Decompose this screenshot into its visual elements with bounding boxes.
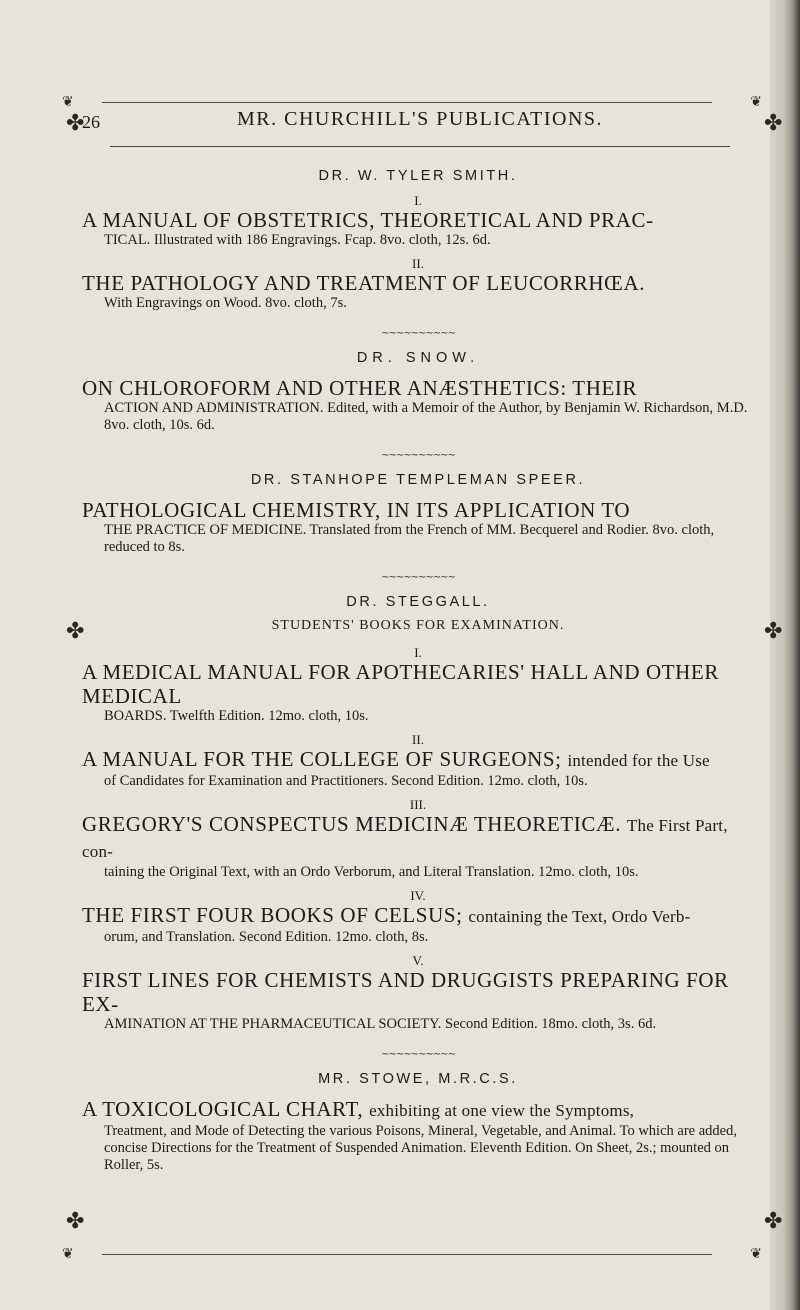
item-number: IV. (410, 888, 426, 903)
header-underline (110, 140, 750, 154)
section-subheading: STUDENTS' BOOKS FOR EXAMINATION. (271, 618, 565, 633)
left-margin-ornament-icon: ✤ (66, 1208, 85, 1233)
author-heading: MR. STOWE, M.R.C.S. (318, 1071, 518, 1087)
book-description: With Engravings on Wood. 8vo. cloth, 7s. (104, 295, 347, 311)
item-number: I. (414, 645, 422, 660)
left-margin-ornament-icon: ✤ (66, 110, 85, 135)
book-title-continuation: exhibiting at one view the Symptoms, (369, 1101, 635, 1120)
right-margin-ornament-icon: ✤ (764, 1208, 783, 1233)
item-number: V. (412, 953, 424, 968)
right-fleuron-icon: ❦ (750, 95, 762, 110)
book-title-continuation: The First Part, con- (82, 816, 728, 861)
author-section (82, 1071, 754, 1174)
book-title: A MANUAL OF OBSTETRICS, THEORETICAL AND PRAC- (82, 208, 654, 232)
page-edge-shadow (770, 0, 800, 1310)
section-divider: ∼∼∼∼∼∼∼∼∼∼ (381, 328, 455, 339)
book-description: THE PRACTICE OF MEDICINE. Translated from the French of MM. Becquerel and Rodier. 8vo. cloth, reduced to 8s. (104, 522, 715, 555)
book-description: ACTION AND ADMINISTRATION. Edited, with a Memoir of the Author, by Benjamin W. Richardson, M.D. 8vo. cloth, 10s. 6d. (104, 400, 748, 433)
book-description: orum, and Translation. Second Edition. 12mo. cloth, 8s. (104, 929, 429, 945)
book-title: ON CHLOROFORM AND OTHER ANÆSTHETICS: THEIR (82, 376, 638, 400)
section-divider: ∼∼∼∼∼∼∼∼∼∼ (381, 572, 455, 583)
right-fleuron-icon: ❦ (750, 1247, 762, 1262)
author-section (82, 472, 754, 556)
item-number: III. (409, 797, 427, 812)
book-description: taining the Original Text, with an Ordo Verborum, and Literal Translation. 12mo. cloth, 10s. (104, 864, 639, 880)
right-margin-ornament-icon: ✤ (764, 618, 783, 643)
left-fleuron-icon: ❦ (62, 95, 74, 110)
book-description: BOARDS. Twelfth Edition. 12mo. cloth, 10s. (104, 708, 369, 724)
book-description: Treatment, and Mode of Detecting the various Poisons, Mineral, Vegetable, and Animal. To which are added, concise Directions for the Treatment of Suspended Animation. Eleventh Edition. On Sheet, 2s.; mounted on Roller, 5s. (104, 1123, 737, 1173)
book-description: AMINATION AT THE PHARMACEUTICAL SOCIETY. Second Edition. 18mo. cloth, 3s. 6d. (104, 1016, 657, 1032)
author-section (82, 594, 754, 1033)
book-title-continuation: intended for the Use (567, 751, 710, 770)
item-number: II. (412, 732, 424, 747)
running-title: MR. CHURCHILL'S PUBLICATIONS. (236, 108, 604, 130)
author-heading: DR. STEGGALL. (346, 594, 490, 610)
book-title-line (82, 747, 754, 773)
item-number: I. (414, 193, 422, 208)
catalogue-body (82, 168, 754, 1174)
author-section (82, 168, 754, 312)
left-margin-ornament-icon: ✤ (66, 618, 85, 643)
book-title: A MANUAL FOR THE COLLEGE OF SURGEONS; (82, 747, 562, 771)
left-fleuron-icon: ❦ (62, 1247, 74, 1262)
book-description: of Candidates for Examination and Practitioners. Second Edition. 12mo. cloth, 10s. (104, 773, 588, 789)
book-title: THE FIRST FOUR BOOKS OF CELSUS; (82, 903, 463, 927)
author-heading: DR. SNOW. (356, 350, 480, 366)
book-title-line (82, 812, 754, 864)
author-section (82, 350, 754, 434)
book-description: TICAL. Illustrated with 186 Engravings. Fcap. 8vo. cloth, 12s. 6d. (104, 232, 491, 248)
book-title: FIRST LINES FOR CHEMISTS AND DRUGGISTS PREPARING FOR EX- (82, 968, 729, 1016)
book-title: THE PATHOLOGY AND TREATMENT OF LEUCORRHŒA. (82, 271, 646, 295)
book-title-line (82, 903, 754, 929)
author-heading: DR. W. TYLER SMITH. (318, 168, 518, 184)
book-title: PATHOLOGICAL CHEMISTRY, IN ITS APPLICATION TO (82, 498, 631, 522)
page-number: 26 (82, 112, 100, 132)
section-divider: ∼∼∼∼∼∼∼∼∼∼ (381, 450, 455, 461)
item-number: II. (412, 256, 424, 271)
book-title: GREGORY'S CONSPECTUS MEDICINÆ THEORETICÆ. (82, 812, 622, 836)
book-title: A MEDICAL MANUAL FOR APOTHECARIES' HALL AND OTHER MEDICAL (82, 660, 719, 708)
right-margin-ornament-icon: ✤ (764, 110, 783, 135)
book-title: A TOXICOLOGICAL CHART, (82, 1097, 364, 1121)
book-title-continuation: containing the Text, Ordo Verb- (468, 907, 691, 926)
book-title-line (82, 1097, 754, 1123)
author-heading: DR. STANHOPE TEMPLEMAN SPEER. (250, 472, 586, 488)
bottom-ornament-rule (62, 1248, 762, 1262)
section-divider: ∼∼∼∼∼∼∼∼∼∼ (381, 1049, 455, 1060)
